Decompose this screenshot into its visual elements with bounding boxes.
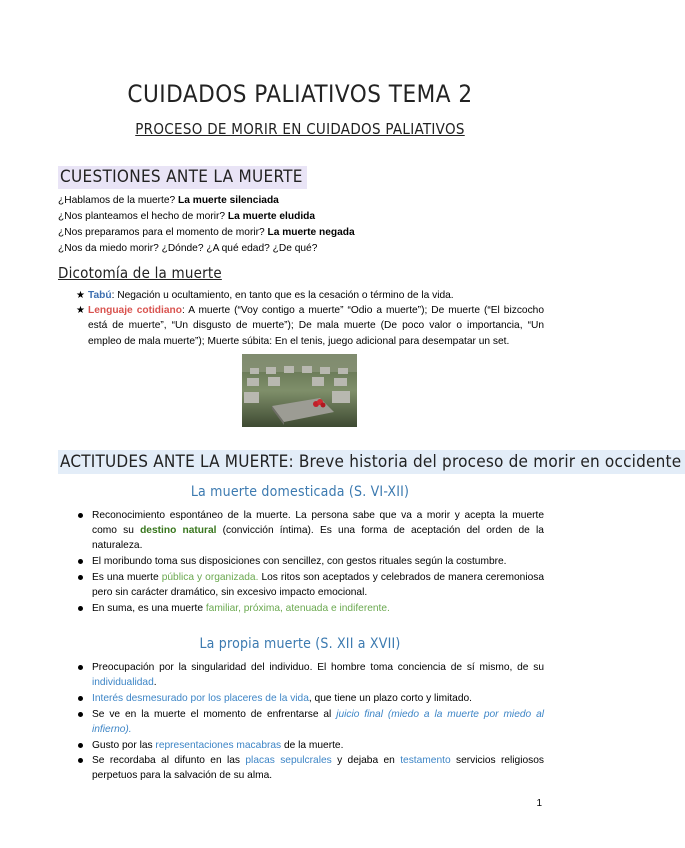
bullet-dot-icon — [78, 712, 83, 717]
cemetery-image — [242, 354, 357, 427]
questions-block — [58, 193, 355, 257]
list-item: Se ve en la muerte el momento de enfrentarse al juicio final (miedo a la muerte por miedo al infierno). — [58, 707, 544, 737]
question-line: ¿Nos planteamos el hecho de morir? La muerte eludida — [58, 211, 316, 222]
dicotomia-list — [58, 288, 544, 349]
list-item: ★ Lenguaje cotidiano: A muerte (“Voy contigo a muerte” “Odio a muerte”); De muerte (“El bizcocho está de muerte”, “Un disgusto de muerte”); De mala muerte (De poco valor o importancia, “Un empleo de mala muerte”); Muerte súbita: En el tenis, juego adicional para desempatar un set. — [76, 305, 545, 347]
bullet-dot-icon — [78, 665, 83, 670]
star-bullet-icon: ★ — [76, 305, 85, 317]
subheading-dicotomia: Dicotomía de la muerte — [58, 264, 222, 282]
section-heading-cuestiones: CUESTIONES ANTE LA MUERTE — [58, 166, 307, 189]
list-item: Interés desmesurado por los placeres de la vida, que tiene un plazo corto y limitado. — [58, 691, 544, 706]
bullet-dot-icon — [78, 696, 83, 701]
star-bullet-icon: ★ — [76, 290, 85, 301]
subheading-propia-muerte: La propia muerte (S. XII a XVII) — [199, 636, 401, 652]
bullet-dot-icon — [78, 513, 83, 518]
list-item: Reconocimiento espontáneo de la muerte. La persona sabe que va a morir y acepta la muerte como su destino natural (convicción íntima). Es una forma de aceptación del orden de la naturaleza. — [58, 508, 544, 554]
question-line: ¿Nos preparamos para el momento de morir? La muerte negada — [58, 227, 355, 238]
domesticada-list — [58, 508, 544, 616]
list-item: ★ Tabú: Negación u ocultamiento, en tanto que es la cesación o término de la vida. — [58, 288, 544, 303]
list-item: Preocupación por la singularidad del individuo. El hombre toma conciencia de sí mismo, de su individualidad. — [58, 660, 544, 690]
question-line: ¿Hablamos de la muerte? La muerte silenciada — [58, 195, 279, 206]
bullet-dot-icon — [78, 758, 83, 763]
page-number: 1 — [536, 798, 542, 809]
section-heading-actitudes: ACTITUDES ANTE LA MUERTE: Breve historia del proceso de morir en occidente — [58, 450, 685, 474]
bullet-dot-icon — [78, 743, 83, 748]
propia-muerte-list — [58, 660, 544, 784]
bullet-dot-icon — [78, 606, 83, 611]
list-item: Es una muerte pública y organizada. Los ritos son aceptados y celebrados de manera ceremoniosa pero sin carácter dramático, sin excesivo impacto emocional. — [58, 570, 544, 600]
list-item: Gusto por las representaciones macabras de la muerte. — [58, 738, 544, 753]
bullet-dot-icon — [78, 575, 83, 580]
bullet-dot-icon — [78, 559, 83, 564]
list-item: Se recordaba al difunto en las placas sepulcrales y dejaba en testamento servicios religiosos perpetuos para la salvación de su alma. — [58, 753, 544, 783]
list-item: El moribundo toma sus disposiciones con sencillez, con gestos rituales según la costumbre. — [58, 554, 544, 569]
question-line: ¿Nos da miedo morir? ¿Dónde? ¿A qué edad? ¿De qué? — [58, 243, 318, 254]
subheading-muerte-domesticada: La muerte domesticada (S. VI-XII) — [190, 484, 410, 500]
document-subtitle: PROCESO DE MORIR EN CUIDADOS PALIATIVOS — [135, 120, 465, 138]
document-title: CUIDADOS PALIATIVOS TEMA 2 — [127, 80, 473, 108]
list-item: En suma, es una muerte familiar, próxima, atenuada e indiferente. — [58, 601, 544, 616]
